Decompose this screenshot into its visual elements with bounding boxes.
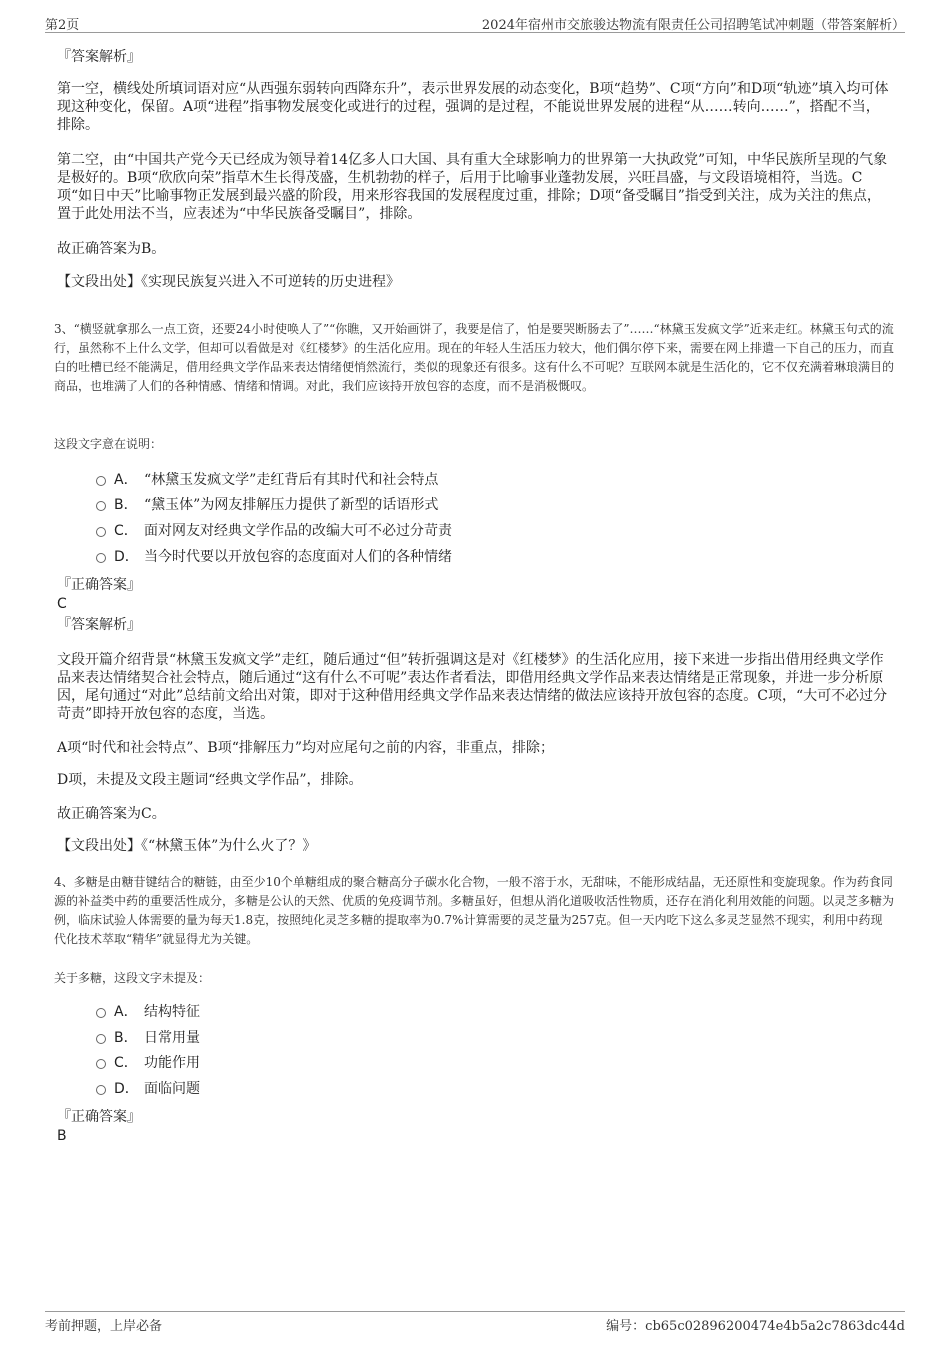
document-title: 2024年宿州市交旅骏达物流有限责任公司招聘笔试冲刺题（带答案解析） [481, 18, 905, 33]
radio-icon[interactable] [96, 1034, 106, 1044]
radio-icon[interactable] [96, 1008, 106, 1018]
q2-source: 【文段出处】《实现民族复兴进入不可逆转的历史进程》 [57, 274, 400, 290]
q3-passage: 3、“横竖就拿那么一点工资，还要24小时使唤人了”“你瞧，又开始画饼了，我要是信了，怕是要哭断肠去了”……“林黛玉发疯文学”近来走红。林黛玉句式的流行，虽然称不上什么文学，但却可以看做是对《红楼梦》的生活化应用。现在的年轻人生活压力较大，他们偶尔停下来，需要在网上排遣一下自己的压力，而直白的吐槽已经不能满足，借用经典文学作品来表达情绪便悄然流行，类似的现象还有很多。这有什么不可呢？互联网本就是生活化的，它不仅充满着琳琅满目的商品，也堆满了人们的各种情感、情绪和情调。对此，我们应该持开放包容的态度，而不是消极慨叹。 [54, 322, 895, 393]
q2-analysis-para2: 第二空，由“中国共产党今天已经成为领导着14亿多人口大国、具有重大全球影响力的世界第一大执政党”可知，中华民族所呈现的气象是极好的。B项“欣欣向荣”指草木生长得茂盛，生机勃勃的样子，后用于比喻事业蓬勃发展，兴旺昌盛，与文段语境相符，当选。C项“如日中天”比喻事物正发展到最兴盛的阶段，用来形容我国的发展程度过重，排除；D项“备受瞩目”指受到关注，成为关注的焦点，置于此处用法不当，应表述为“中华民族备受瞩目”，排除。 [57, 152, 888, 222]
page-header [45, 12, 905, 33]
q2-analysis-para1: 第一空，横线处所填词语对应“从西强东弱转向西降东升”，表示世界发展的动态变化，B项“趋势”、C项“方向”和D项“轨迹”填入均可体现这种变化，保留。A项“进程”指事物发展变化或进行的过程，强调的是过程，不能说世界发展的进程“从……转向……”，搭配不当，排除。 [57, 81, 889, 133]
radio-icon[interactable] [96, 1085, 106, 1095]
q3-analysis-para1: 文段开篇介绍背景“林黛玉发疯文学”走红，随后通过“但”转折强调这是对《红楼梦》的生活化应用，接下来进一步指出借用经典文学作品来表达情绪契合社会特点，随后通过“这有什么不可呢”表达作者看法，即借用经典文学作品来表达情绪是正常现象，并进一步分析原因，尾句通过“对此”总结前文给出对策，即对于这种借用经典文学作品来表达情绪的做法应该持开放包容的态度。C项，“大可不必过分苛责”即持开放包容的态度，当选。 [57, 652, 888, 722]
q4-correct-answer: B [57, 1128, 67, 1144]
q3-analysis-para2: A项“时代和社会特点”、B项“排解压力”均对应尾句之前的内容，非重点，排除； [57, 740, 555, 756]
page-footer [45, 1311, 905, 1334]
q2-conclusion: 故正确答案为B。 [57, 241, 166, 257]
q4-passage: 4、多糖是由糖苷键结合的糖链，由至少10个单糖组成的聚合糖高分子碳水化合物，一般不溶于水，无甜味，不能形成结晶，无还原性和变旋现象。作为药食同源的补益类中药的重要活性成分，多糖是公认的天然、优质的免疫调节剂。多糖虽好，但想从消化道吸收活性物质，还存在消化利用效能的问题。以灵芝多糖为例，临床试验人体需要的量为每天1.8克，按照纯化灵芝多糖的提取率为0.7%计算需要的灵芝量为257克。但一天内吃下这么多灵芝显然不现实，利用中药现代化技术萃取“精华”就显得尤为关键。 [54, 875, 895, 946]
radio-icon[interactable] [96, 553, 106, 563]
q4-correct-tag: 『正确答案』 [57, 1109, 141, 1125]
radio-icon[interactable] [96, 476, 106, 486]
radio-icon[interactable] [96, 527, 106, 537]
q3-correct-answer: C [57, 596, 67, 612]
q3-analysis-tag: 『答案解析』 [57, 617, 141, 633]
q3-conclusion: 故正确答案为C。 [57, 806, 166, 822]
q3-analysis-para3: D项，未提及文段主题词“经典文学作品”，排除。 [57, 772, 363, 788]
radio-icon[interactable] [96, 501, 106, 511]
radio-icon[interactable] [96, 1059, 106, 1069]
q3-correct-tag: 『正确答案』 [57, 577, 141, 593]
footer-slogan: 考前押题，上岸必备 [45, 1319, 163, 1334]
q2-analysis-tag: 『答案解析』 [57, 49, 141, 65]
page-number: 第2页 [45, 18, 80, 33]
q3-source: 【文段出处】《“林黛玉体”为什么火了？》 [57, 838, 317, 854]
document-id: 编号：cb65c02896200474e4b5a2c7863dc44d [606, 1319, 905, 1334]
q3-stem: 这段文字意在说明： [54, 437, 163, 451]
q4-stem: 关于多糖，这段文字未提及： [54, 971, 211, 985]
